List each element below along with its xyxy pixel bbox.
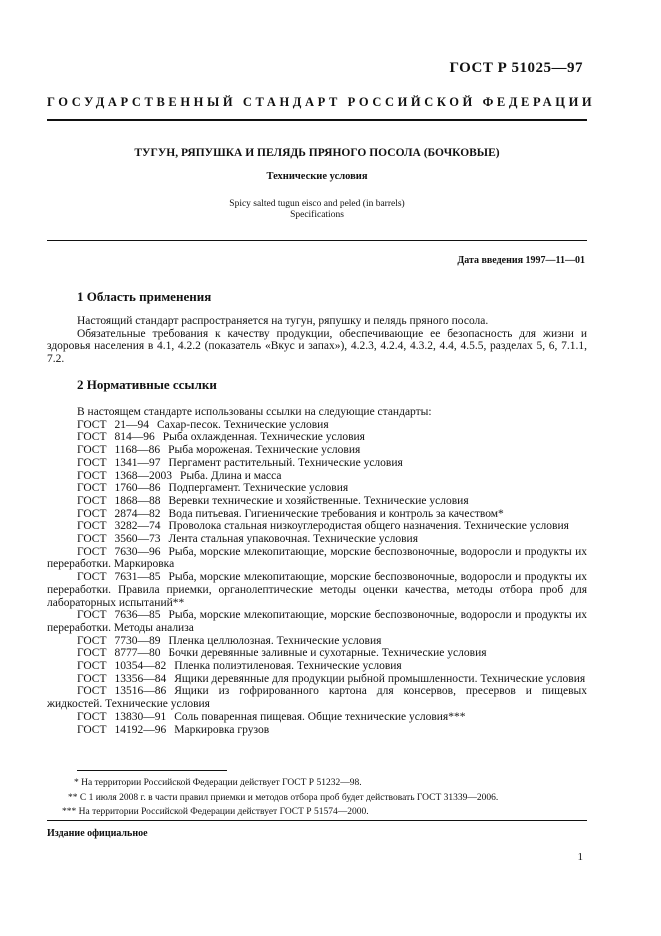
reference-title: Пергамент растительный. Технические условия xyxy=(168,456,403,469)
reference-item xyxy=(47,495,587,508)
reference-number: 10354—82 xyxy=(114,660,167,673)
reference-prefix: ГОСТ xyxy=(77,456,107,469)
reference-title: Подпергамент. Технические условия xyxy=(168,482,349,495)
reference-number: 3282—74 xyxy=(114,520,161,533)
reference-item xyxy=(47,635,587,648)
section-1-paragraph-2: Обязательные требования к качеству продукции, обеспечивающие ее безопасность для жизни и здоровья населения в 4.1, 4.2.2 (показатель «Вкус и запах»), 4.2.3, 4.2.4, 4.3.2, 4.4, 4.5.5, разделах 5, 6, 7.1.1, 7.2. xyxy=(47,327,587,365)
footnotes xyxy=(62,776,592,820)
reference-number: 1760—86 xyxy=(114,482,161,495)
government-standard-title: ГОСУДАРСТВЕННЫЙ СТАНДАРТ РОССИЙСКОЙ ФЕДЕРАЦИИ xyxy=(47,95,596,109)
reference-number: 7631—85 xyxy=(114,571,161,584)
official-edition-label: Издание официальное xyxy=(47,828,148,839)
reference-item xyxy=(47,444,587,457)
reference-title: Соль поваренная пищевая. Общие технические условия*** xyxy=(174,710,466,723)
page-number: 1 xyxy=(577,851,583,863)
reference-title: Пленка целлюлозная. Технические условия xyxy=(168,634,382,647)
reference-prefix: ГОСТ xyxy=(77,710,107,723)
reference-prefix: ГОСТ xyxy=(77,672,107,685)
reference-item xyxy=(47,673,587,686)
reference-title: Сахар-песок. Технические условия xyxy=(157,418,329,431)
english-title: Spicy salted tugun eisco and peled (in barrels) xyxy=(229,199,405,209)
reference-title: Рыба. Длина и масса xyxy=(180,469,282,482)
reference-number: 13516—86 xyxy=(114,685,167,698)
reference-number: 1868—88 xyxy=(114,494,161,507)
reference-prefix: ГОСТ xyxy=(77,494,107,507)
reference-prefix: ГОСТ xyxy=(77,647,107,660)
reference-item xyxy=(47,711,587,724)
reference-title: Пленка полиэтиленовая. Технические условия xyxy=(174,660,402,673)
reference-title: Веревки технические и хозяйственные. Технические условия xyxy=(168,494,469,507)
reference-prefix: ГОСТ xyxy=(77,571,107,584)
reference-prefix: ГОСТ xyxy=(77,444,107,457)
reference-prefix: ГОСТ xyxy=(77,685,107,698)
reference-title: Ящики из гофрированного картона для консервов, пресервов и пищевых жидкостей. Технические условия xyxy=(47,685,587,711)
reference-title: Рыба охлажденная. Технические условия xyxy=(162,431,365,444)
reference-prefix: ГОСТ xyxy=(77,660,107,673)
reference-prefix: ГОСТ xyxy=(77,431,107,444)
reference-title: Рыба, морские млекопитающие, морские беспозвоночные, водоросли и продукты их переработки. Маркировка xyxy=(47,545,587,571)
reference-title: Проволока стальная низкоуглеродистая общего назначения. Технические условия xyxy=(168,520,569,533)
footer-rule xyxy=(47,820,587,821)
reference-number: 7730—89 xyxy=(114,634,161,647)
reference-item xyxy=(47,571,587,609)
reference-number: 14192—96 xyxy=(114,723,167,736)
reference-item xyxy=(47,660,587,673)
document-number: ГОСТ Р 51025—97 xyxy=(449,60,583,76)
reference-item xyxy=(47,508,587,521)
reference-title: Рыба, морские млекопитающие, морские беспозвоночные, водоросли и продукты их переработки. Методы анализа xyxy=(47,609,587,634)
reference-number: 21—94 xyxy=(114,418,150,431)
reference-title: Рыба мороженая. Технические условия xyxy=(168,444,361,457)
reference-title: Бочки деревянные заливные и сухотарные. Технические условия xyxy=(168,647,487,660)
reference-prefix: ГОСТ xyxy=(77,723,107,736)
footnote-rule xyxy=(77,770,227,771)
reference-prefix: ГОСТ xyxy=(77,520,107,533)
reference-item xyxy=(47,609,587,634)
document-subtitle: Технические условия xyxy=(266,171,368,182)
reference-number: 1341—97 xyxy=(114,456,161,469)
reference-title: Лента стальная упаковочная. Технические условия xyxy=(168,533,418,546)
section-1-body xyxy=(47,315,587,365)
reference-number: 814—96 xyxy=(114,431,155,444)
reference-item xyxy=(47,482,587,495)
normative-references-list xyxy=(47,406,587,736)
reference-number: 13356—84 xyxy=(114,672,167,685)
reference-prefix: ГОСТ xyxy=(77,418,107,431)
reference-number: 13830—91 xyxy=(114,710,167,723)
reference-title: Ящики деревянные для продукции рыбной промышленности. Технические условия xyxy=(174,672,586,685)
reference-prefix: ГОСТ xyxy=(77,634,107,647)
title-rule-bottom xyxy=(47,240,587,241)
reference-item xyxy=(47,457,587,470)
reference-title: Маркировка грузов xyxy=(174,723,270,736)
document-title: ТУГУН, РЯПУШКА И ПЕЛЯДЬ ПРЯНОГО ПОСОЛА (БОЧКОВЫЕ) xyxy=(134,147,500,159)
reference-prefix: ГОСТ xyxy=(77,469,107,482)
reference-number: 2874—82 xyxy=(114,507,161,520)
reference-item xyxy=(47,685,587,710)
reference-item xyxy=(47,419,587,432)
references-intro: В настоящем стандарте использованы ссылки на следующие стандарты: xyxy=(77,406,432,418)
section-2-heading: 2 Нормативные ссылки xyxy=(77,377,217,392)
footnote-1: * На территории Российской Федерации действует ГОСТ Р 51232—98. xyxy=(74,778,362,788)
reference-prefix: ГОСТ xyxy=(77,533,107,546)
header-rule-top xyxy=(47,119,587,121)
reference-number: 7630—96 xyxy=(114,545,161,558)
reference-prefix: ГОСТ xyxy=(77,507,107,520)
introduction-date: Дата введения 1997—11—01 xyxy=(457,255,585,266)
reference-item xyxy=(47,724,587,737)
section-1-heading: 1 Область применения xyxy=(77,289,212,304)
reference-title: Вода питьевая. Гигиенические требования и контроль за качеством* xyxy=(168,507,504,520)
reference-title: Рыба, морские млекопитающие, морские беспозвоночные, водоросли и продукты их переработки. Правила приемки, органолептические методы оценки качества, методы отбора проб для лабораторных испытаний** xyxy=(47,571,587,609)
reference-item xyxy=(47,470,587,483)
footnote-2: ** С 1 июля 2008 г. в части правил приемки и методов отбора проб будет действовать ГОСТ 31339—2006. xyxy=(68,792,499,803)
reference-item xyxy=(47,520,587,533)
reference-item xyxy=(47,546,587,571)
reference-number: 8777—80 xyxy=(114,647,161,660)
reference-item xyxy=(47,533,587,546)
reference-number: 3560—73 xyxy=(114,533,161,546)
reference-number: 1368—2003 xyxy=(114,469,173,482)
reference-number: 7636—85 xyxy=(114,609,161,622)
reference-number: 1168—86 xyxy=(114,444,161,457)
section-1-paragraph-1: Настоящий стандарт распространяется на тугун, ряпушку и пелядь пряного посола. xyxy=(77,315,489,327)
reference-item xyxy=(47,647,587,660)
english-subtitle: Specifications xyxy=(290,210,344,220)
footnote-3: *** На территории Российской Федерации действует ГОСТ Р 51574—2000. xyxy=(62,807,369,817)
reference-item xyxy=(47,431,587,444)
reference-prefix: ГОСТ xyxy=(77,482,107,495)
reference-prefix: ГОСТ xyxy=(77,545,107,558)
reference-prefix: ГОСТ xyxy=(77,609,107,622)
